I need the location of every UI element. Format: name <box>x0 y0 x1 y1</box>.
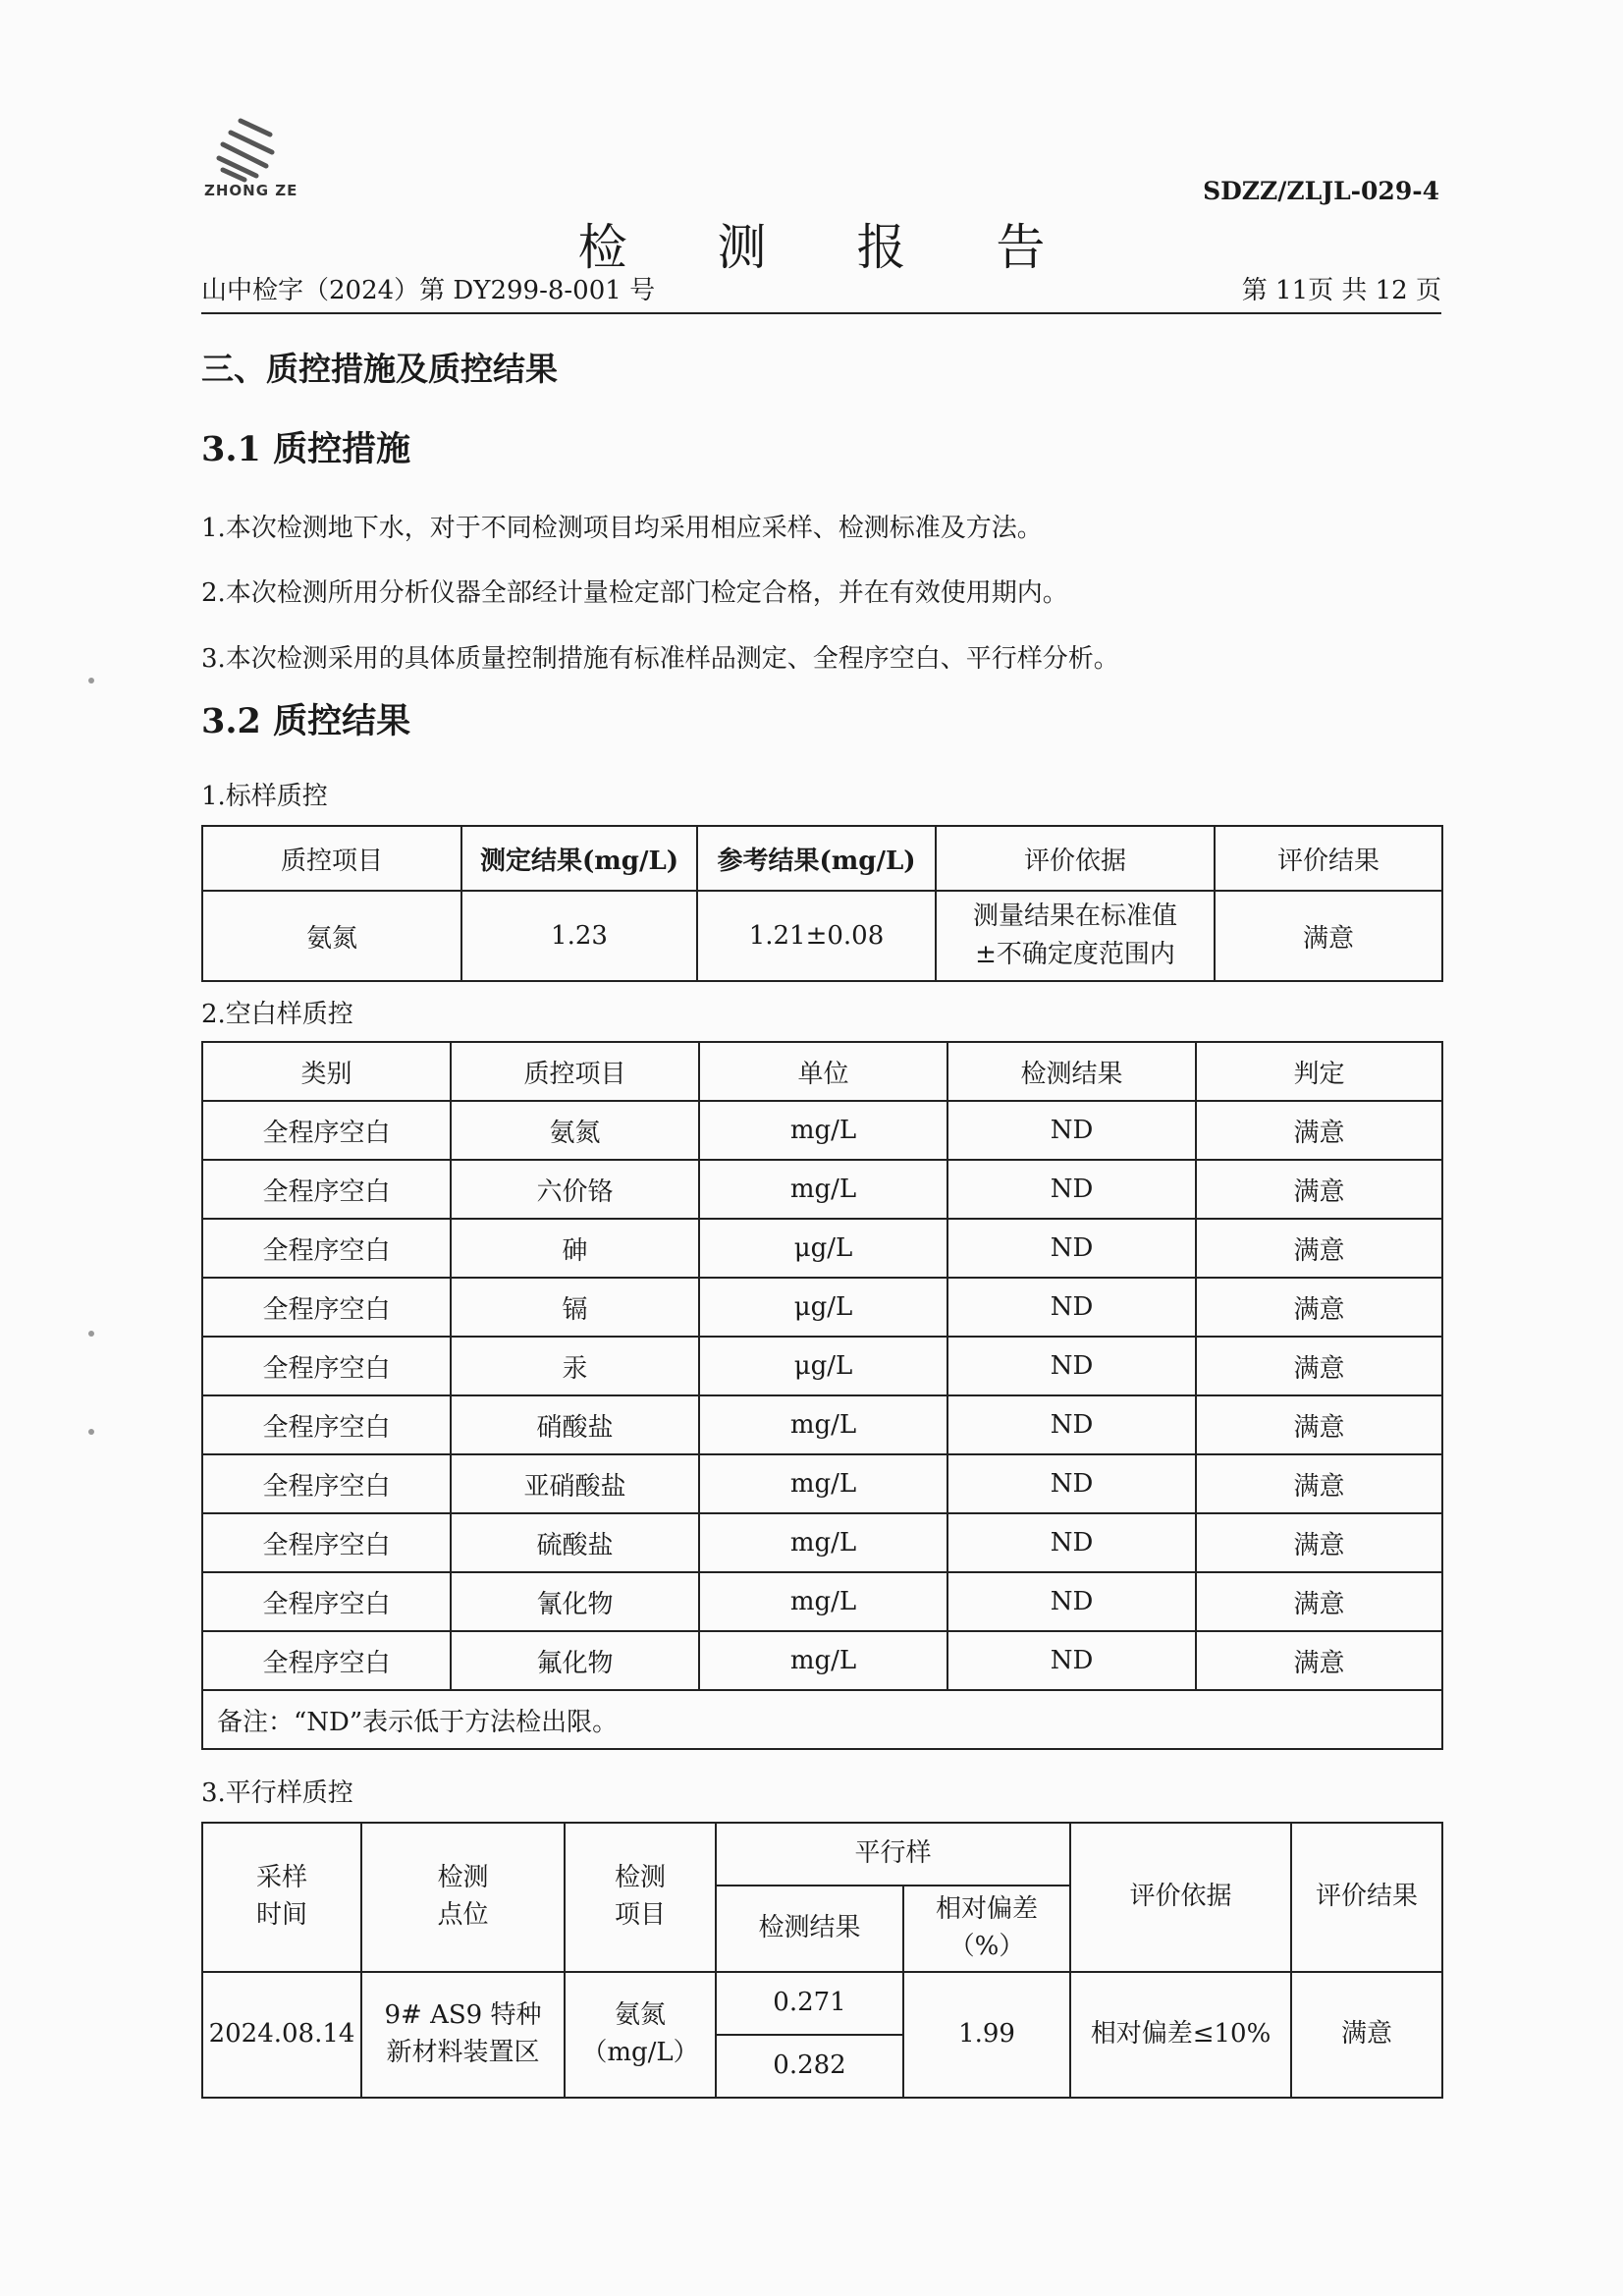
cell-basis: 相对偏差≤10% <box>1070 1972 1291 2098</box>
table-header-row <box>202 826 1442 891</box>
table-cell: μg/L <box>699 1278 947 1337</box>
cell-point: 9# AS9 特种 新材料装置区 <box>361 1972 565 2098</box>
table-cell: mg/L <box>699 1395 947 1454</box>
blank-qc-caption: 2.空白样质控 <box>201 1000 353 1029</box>
table-cell: 镉 <box>451 1278 699 1337</box>
cell-date: 2024.08.14 <box>202 1972 361 2098</box>
table-cell: 全程序空白 <box>202 1454 451 1513</box>
cell-result-2: 0.282 <box>716 2035 903 2098</box>
table-header-row <box>202 1042 1442 1101</box>
scan-mark <box>88 1331 94 1337</box>
header-test-item: 检测 项目 <box>565 1823 716 1972</box>
table-cell: μg/L <box>699 1337 947 1395</box>
table-cell: 满意 <box>1196 1219 1442 1278</box>
table-cell: 氨氮 <box>202 891 461 981</box>
table-cell: 汞 <box>451 1337 699 1395</box>
table-header-row <box>202 1823 1442 1886</box>
table-cell: 满意 <box>1215 891 1442 981</box>
table-cell: 全程序空白 <box>202 1395 451 1454</box>
parallel-qc-table <box>201 1822 1443 2099</box>
table-cell: 硝酸盐 <box>451 1395 699 1454</box>
table-cell: 硫酸盐 <box>451 1513 699 1572</box>
blank-qc-rows <box>202 1101 1442 1690</box>
table-cell: mg/L <box>699 1631 947 1690</box>
table-row <box>202 1101 1442 1160</box>
page-info: 第 11页 共 12 页 <box>1241 276 1441 305</box>
table-cell: 全程序空白 <box>202 1513 451 1572</box>
header-cell: 单位 <box>699 1042 947 1101</box>
table-row <box>202 1160 1442 1219</box>
table-row <box>202 1513 1442 1572</box>
logo-stripes-icon <box>201 113 299 191</box>
paragraph-1: 1.本次检测地下水，对于不同检测项目均采用相应采样、检测标准及方法。 <box>201 514 1043 543</box>
table-cell: 全程序空白 <box>202 1101 451 1160</box>
table-row <box>202 1219 1442 1278</box>
table-cell: mg/L <box>699 1572 947 1631</box>
header-cell: 评价结果 <box>1215 826 1442 891</box>
report-subheader <box>201 270 1441 306</box>
table-row <box>202 1572 1442 1631</box>
section-heading: 三、质控措施及质控结果 <box>201 350 558 388</box>
section-3-2-title: 3.2 质控结果 <box>201 701 411 741</box>
table-cell: ND <box>947 1513 1196 1572</box>
table-cell: 满意 <box>1196 1513 1442 1572</box>
header-cell: 评价依据 <box>936 826 1215 891</box>
table-note: 备注：“ND”表示低于方法检出限。 <box>202 1690 1442 1749</box>
table-cell: 全程序空白 <box>202 1160 451 1219</box>
table-cell: 满意 <box>1196 1278 1442 1337</box>
table-cell: ND <box>947 1572 1196 1631</box>
table-cell: 全程序空白 <box>202 1219 451 1278</box>
header-cell: 参考结果(mg/L) <box>697 826 936 891</box>
table-row <box>202 1395 1442 1454</box>
header-sampling-point: 检测 点位 <box>361 1823 565 1972</box>
scan-mark <box>88 1429 94 1435</box>
cell-item: 氨氮 （mg/L） <box>565 1972 716 2098</box>
table-cell: mg/L <box>699 1454 947 1513</box>
cell-result-1: 0.271 <box>716 1972 903 2035</box>
table-cell: 全程序空白 <box>202 1572 451 1631</box>
table-cell: 满意 <box>1196 1454 1442 1513</box>
table-cell: ND <box>947 1454 1196 1513</box>
report-title: 检 测 报 告 <box>577 219 1083 276</box>
header-divider <box>201 312 1441 314</box>
table-cell: ND <box>947 1101 1196 1160</box>
table-cell: 氟化物 <box>451 1631 699 1690</box>
table-cell: 六价铬 <box>451 1160 699 1219</box>
report-number: 山中检字（2024）第 DY299-8-001 号 <box>201 276 656 305</box>
table-row <box>202 891 1442 981</box>
cell-evaluation: 满意 <box>1291 1972 1442 2098</box>
table-cell: 全程序空白 <box>202 1278 451 1337</box>
table-row <box>202 1337 1442 1395</box>
header-cell: 类别 <box>202 1042 451 1101</box>
table-cell: mg/L <box>699 1160 947 1219</box>
table-row <box>202 1454 1442 1513</box>
table-note-row <box>202 1690 1442 1749</box>
table-cell: μg/L <box>699 1219 947 1278</box>
standard-qc-caption: 1.标样质控 <box>201 782 328 811</box>
header-cell: 质控项目 <box>202 826 461 891</box>
header-relative-deviation: 相对偏差 （%） <box>903 1886 1070 1972</box>
paragraph-3: 3.本次检测采用的具体质量控制措施有标准样品测定、全程序空白、平行样分析。 <box>201 644 1119 674</box>
scan-mark <box>88 678 94 683</box>
table-cell: ND <box>947 1219 1196 1278</box>
document-code: SDZZ/ZLJL-029-4 <box>1203 177 1439 205</box>
table-row <box>202 1972 1442 2035</box>
table-row <box>202 1631 1442 1690</box>
header-cell: 判定 <box>1196 1042 1442 1101</box>
table-cell: 全程序空白 <box>202 1337 451 1395</box>
parallel-qc-caption: 3.平行样质控 <box>201 1778 353 1808</box>
table-cell: 满意 <box>1196 1160 1442 1219</box>
header-evaluation-result: 评价结果 <box>1291 1823 1442 1972</box>
header-cell: 检测结果 <box>947 1042 1196 1101</box>
table-cell: 氰化物 <box>451 1572 699 1631</box>
cell-deviation: 1.99 <box>903 1972 1070 2098</box>
table-cell: ND <box>947 1278 1196 1337</box>
logo-text: ZHONG ZE <box>204 182 298 199</box>
table-cell: mg/L <box>699 1513 947 1572</box>
table-cell: 满意 <box>1196 1395 1442 1454</box>
section-3-1-title: 3.1 质控措施 <box>201 429 411 469</box>
table-cell: 1.23 <box>461 891 697 981</box>
table-cell: ND <box>947 1631 1196 1690</box>
header-test-result: 检测结果 <box>716 1886 903 1972</box>
table-cell: 测量结果在标准值±不确定度范围内 <box>936 891 1215 981</box>
table-cell: 满意 <box>1196 1631 1442 1690</box>
table-cell: mg/L <box>699 1101 947 1160</box>
table-cell: ND <box>947 1337 1196 1395</box>
table-cell: 满意 <box>1196 1337 1442 1395</box>
header-parallel-sample: 平行样 <box>716 1823 1070 1886</box>
table-row <box>202 1278 1442 1337</box>
table-cell: ND <box>947 1395 1196 1454</box>
table-cell: 满意 <box>1196 1572 1442 1631</box>
table-cell: 亚硝酸盐 <box>451 1454 699 1513</box>
table-cell: 砷 <box>451 1219 699 1278</box>
table-cell: 全程序空白 <box>202 1631 451 1690</box>
table-cell: ND <box>947 1160 1196 1219</box>
table-cell: 满意 <box>1196 1101 1442 1160</box>
blank-qc-table <box>201 1041 1443 1750</box>
standard-qc-table <box>201 825 1443 982</box>
header-cell: 质控项目 <box>451 1042 699 1101</box>
table-cell: 氨氮 <box>451 1101 699 1160</box>
table-cell: 1.21±0.08 <box>697 891 936 981</box>
header-evaluation-basis: 评价依据 <box>1070 1823 1291 1972</box>
paragraph-2: 2.本次检测所用分析仪器全部经计量检定部门检定合格，并在有效使用期内。 <box>201 578 1068 608</box>
header-sampling-time: 采样 时间 <box>202 1823 361 1972</box>
header-cell: 测定结果(mg/L) <box>461 826 697 891</box>
